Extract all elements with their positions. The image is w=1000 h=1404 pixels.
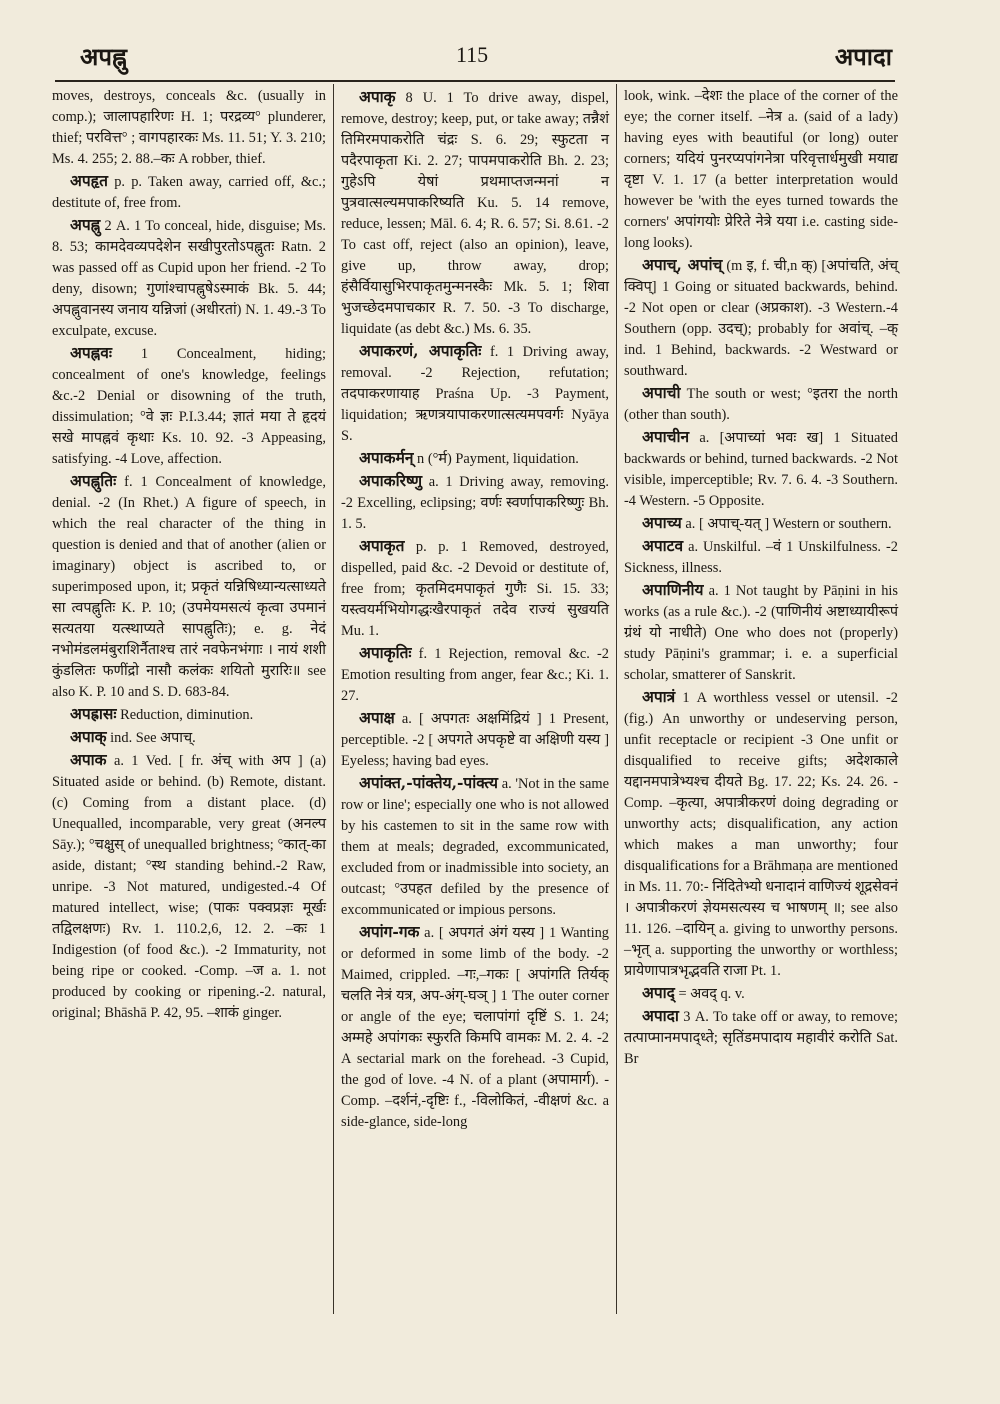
dictionary-entry — [52, 703, 326, 726]
entry-text: The south or west; °इतरा the north (other than south). — [624, 386, 898, 423]
dictionary-entry — [52, 214, 326, 342]
entry-headword: अपह्नुतिः — [70, 471, 117, 490]
entry-text: p. p. 1 Removed, destroyed, dispelled, paid &c. -2 Devoid or destitute of, free from; कृतमिदमपाकृतं गुणैः Si. 15. 33; यस्त्वयर्मभियोगद्धःखैरपाकृतं तदेव राज्यं सुखयति Mu. 1. — [341, 539, 609, 639]
entry-headword: अपाकृतिः — [359, 643, 412, 662]
entry-headword: अपाकर्मन् — [359, 448, 414, 467]
entry-text: 3 A. To take off or away, to remove; तत्पाप्मानमपाद्ध्ते; सृतिंडमपादाय महावीरं करोति Sat. Br — [624, 1009, 898, 1067]
dictionary-entry — [52, 470, 326, 703]
page-number: 115 — [456, 42, 489, 67]
entry-text: a. [ अपगतः अक्षमिंद्रियं ] 1 Present, perceptible. -2 [ अपगते अपकृष्टे वा अक्षिणी यस्य ] Eyeless; having bad eyes. — [341, 711, 609, 769]
entry-headword: अपाकृ — [359, 87, 396, 106]
entry-headword: अपादा — [642, 1006, 679, 1025]
entry-text: look, wink. –देशः the place of the corner of the eye; the corner itself. –नेत्र a. (said of a lady) having eyes with beautiful (or long) outer corners; यदियं पुनरप्यपांगनेत्रा परिवृत्तार्धमुखी मयाद्य दृष्टा V. 1. 17 (a better interpretation would however be 'with the eyes turned towards the corners' अपांगयोः प्रेरिते नेत्रे यया i.e. casting side-long looks). — [624, 88, 898, 251]
dictionary-entry — [624, 426, 898, 512]
entry-headword: अपात्रं — [642, 687, 676, 706]
dictionary-entry — [341, 535, 609, 642]
dictionary-entry — [624, 512, 898, 535]
column-left — [52, 86, 326, 1024]
entry-text: a. 1 Not taught by Pāṇini in his works (as a rule &c.). -2 (पाणिनीयं अष्टाध्यायीरूपं ग्रंथं यो नाधीते) One who does not (properly) study Pāṇini's grammar; i. e. a superficial scholar, smatterer of Sanskrit. — [624, 583, 898, 683]
entry-headword: अपाकरिष्णु — [359, 471, 423, 490]
entry-headword: अपह्नु — [70, 215, 101, 234]
entry-text: a. 'Not in the same row or line'; especially one who is not allowed by his castemen to sit in the same row with them at meals; degraded, excommunicated, excluded from or inadmissible into society, an outcast; °उपहत defiled by the presence of excommunicated or impious persons. — [341, 776, 609, 918]
entry-text: Reduction, diminution. — [116, 707, 254, 723]
dictionary-entry — [52, 726, 326, 749]
column-divider — [333, 84, 334, 1314]
entry-text: a. Unskilful. –वं 1 Unskilfulness. -2 Sickness, illness. — [624, 539, 898, 576]
entry-text: a. [अपाच्यां भवः ख] 1 Situated backwards or behind, turned backwards. -2 Not visible, imperceptible; Rv. 7. 6. 4. -3 Southern. -4 Western. -5 Opposite. — [624, 430, 898, 509]
entry-text: a. 1 Ved. [ fr. अंच् with अप ] (a) Situated aside or behind. (b) Remote, distant. (c) Coming from a distant place. (d) Unequalled, incomparable, very great (अनल्प Sāy.); °चक्षुस् of unequalled brightness; °कात्-का aside, distant; °स्थ standing behind.-2 Raw, unripe. -3 Not matured, undigested.-4 Of matured intellect, wise; (पाकः पक्वप्रज्ञः मूर्खः तद्विलक्षणः) Rv. 1. 110.2,6, 12. 2. –कः 1 Indigestion (of food &c.). -2 Immaturity, not being ripe or cooked. -Comp. –ज a. 1. not produced by cooking or ripening.-2. natural, original; Bhāshā P. 42, 95. –शाकं ginger. — [52, 753, 326, 1021]
entry-text: a. 1 Driving away, removing. -2 Excelling, eclipsing; वर्णः स्वर्णापाकरिष्णुः Bh. 1. 5. — [341, 474, 609, 532]
entry-headword: अपह्नवः — [70, 343, 113, 362]
dictionary-entry — [341, 447, 609, 470]
dictionary-entry — [624, 982, 898, 1005]
dictionary-entry — [624, 686, 898, 982]
entry-headword: अपाटव — [642, 536, 684, 555]
dictionary-entry — [624, 86, 898, 254]
entry-text: 8 U. 1 To drive away, dispel, remove, destroy; keep, put, or take away; तन्नैशं तिमिरमपाकरोति चंद्रः S. 6. 29; स्फुटता न पदैरपाकृता Ki. 2. 27; पापमपाकरोति Bh. 2. 23; गुहेऽपि येषां प्रथमाप्तजन्मनां न पुत्रवात्सल्यमपाकरिष्यति Ku. 5. 14 remove, reduce, lessen; Māl. 6. 4; R. 6. 57; Si. 8.61. -2 To cast off, reject (also an opinion), leave, give up, throw away, drop; हंसैर्वियासुभिरपाकृतमुन्मनस्कैः Mk. 5. 1; शिवा भुजच्छेदमपाचकार R. 7. 50. -3 To discharge, liquidate (as debt &c.) Ms. 6. 35. — [341, 90, 609, 337]
header-left-word: अपह्नु — [80, 42, 127, 71]
entry-headword: अपांक्त,-पांक्तेय,-पांक्त्य — [359, 773, 499, 792]
entry-text: ind. See अपाच्. — [106, 730, 196, 746]
dictionary-entry — [341, 642, 609, 707]
entry-headword: अपह्रासः — [70, 704, 117, 723]
dictionary-entry — [624, 535, 898, 579]
entry-text: n (°र्म) Payment, liquidation. — [413, 451, 579, 467]
entry-headword: अपाद् — [642, 983, 675, 1002]
entry-text: f. 1 Concealment of knowledge, denial. -2 (In Rhet.) A figure of speech, in which the real character of the thing in question is denied and that of another (alien or imaginary) object is ascribed to, or superimposed upon, it; प्रकृतं यन्निषिध्यान्यत्साध्यते सा त्वपह्नुतिः K. P. 10; (उपमेयमसत्यं कृत्वा उपमानं सत्यतया यत्स्थाप्यते सापह्नुतिः); e. g. नेदं नभोमंडलमंबुराशिर्नैताश्च तारं नवफेनभंगाः । नायं शशी कुंडलितः फणींद्रो नासौ कलंकः शयितो मुरारिः॥ see also K. P. 10 and S. D. 683-84. — [52, 474, 326, 700]
entry-headword: अपाक् — [70, 727, 107, 746]
entry-text: moves, destroys, conceals &c. (usually in comp.); जालापहारिणः H. 1; परद्रव्य° plunderer, thief; परवित्त° ; वागपहारकः Ms. 11. 51; Y. 3. 210; Ms. 4. 255; 2. 88.–कः A robber, thief. — [52, 88, 326, 167]
header-rule — [55, 80, 895, 82]
dictionary-entry — [341, 470, 609, 535]
entry-text: (m इ, f. ची,n क्) [अपांचति, अंच् क्विप्] 1 Going or situated backwards, behind. -2 Not open or clear (अप्रकाश). -3 Western.-4 Southern (opp. उदच्); probably for अवांच्. –क् ind. 1 Behind, backwards. -2 Westward or southward. — [624, 258, 898, 379]
entry-text: a. [ अपाच्-यत् ] Western or southern. — [681, 516, 892, 532]
entry-text: 1 Concealment, hiding; concealment of one's knowledge, feelings &c.-2 Denial or disowning of the truth, dissimulation; °वे ज्ञः P.I.3.44; ज्ञातं मया ते हृदयं सखे मापह्नवं कृथाः Ks. 10. 92. -3 Appeasing, satisfying. -4 Love, affection. — [52, 346, 326, 467]
entry-headword: अपाक — [70, 750, 107, 769]
header-right-word: अपादा — [834, 42, 892, 71]
running-header — [52, 38, 892, 78]
column-middle — [341, 86, 609, 1133]
column-right — [624, 86, 898, 1070]
dictionary-entry — [624, 382, 898, 426]
dictionary-entry — [52, 749, 326, 1024]
entry-text: 1 A worthless vessel or utensil. -2 (fig.) An unworthy or undeserving person, unfit receptacle or recipient -3 One unfit or disqualified to receive gifts; अदेशकाले यद्दानमपात्रेभ्यश्च दीयते Bg. 17. 22; Ks. 24. 26. -Comp. –कृत्या, अपात्रीकरणं doing degrading or unworthy acts; disqualification, any action which makes a man unworthy; four disqualifications for a Brāhmaṇa are mentioned in Ms. 11. 70:- निंदितेभ्यो धनादानं वाणिज्यं शूद्रसेवनं । अपात्रीकरणं ज्ञेयमसत्यस्य च भाषणम् ॥; see also 11. 126. –दायिन् a. giving to unworthy persons. –भृत् a. supporting the unworthy or worthless; प्रायेणापात्रभृद्भवति राजा Pt. 1. — [624, 690, 898, 979]
entry-headword: अपाकरणं, अपाकृतिः — [359, 341, 482, 360]
entry-headword: अपाचीन — [642, 427, 690, 446]
dictionary-entry — [624, 1005, 898, 1070]
dictionary-entry — [341, 86, 609, 340]
column-divider — [616, 84, 617, 1314]
entry-headword: अपाच्, अपांच् — [642, 255, 723, 274]
dictionary-entry — [624, 254, 898, 382]
entry-headword: अपांग-गक — [359, 922, 420, 941]
entry-text: 2 A. 1 To conceal, hide, disguise; Ms. 8. 53; कामदेवव्यपदेशेन सखीपुरतोऽपह्नुतः Ratn. 2 was passed off as Cupid upon her friend. -2 To deny, disown; गुणांश्चापह्नुषेऽस्माकं Bk. 5. 44; अपह्नुवानस्य जनाय यन्निजां (अधीरतां) N. 1. 49.-3 To exculpate, excuse. — [52, 218, 326, 339]
dictionary-entry — [341, 340, 609, 447]
dictionary-entry — [52, 170, 326, 214]
dictionary-entry — [341, 921, 609, 1133]
dictionary-entry — [341, 772, 609, 921]
dictionary-entry — [624, 579, 898, 686]
entry-text: p. p. Taken away, carried off, &c.; destitute of, free from. — [52, 174, 326, 211]
entry-text: = अवद् q. v. — [674, 986, 745, 1002]
entry-headword: अपहृत — [70, 171, 109, 190]
dictionary-entry — [52, 342, 326, 470]
entry-text: f. 1 Rejection, removal &c. -2 Emotion resulting from anger, fear &c.; Ki. 1. 27. — [341, 646, 609, 704]
dictionary-entry — [341, 707, 609, 772]
entry-headword: अपाच्य — [642, 513, 682, 532]
dictionary-entry — [52, 86, 326, 170]
entry-headword: अपाची — [642, 383, 681, 402]
entry-text: a. [ अपगतं अंगं यस्य ] 1 Wanting or deformed in some limb of the body. -2 Maimed, crippled. –गः,–गकः [ अपांगति तिर्यक् चलति नेत्रं यत्र, अप-अंग्-घञ् ] 1 The outer corner or angle of the eye; चलापांगां दृष्टिं S. 1. 24; अम्महे अपांगकः स्फुरति किमपि वामकः M. 2. 4. -2 A sectarial mark on the forehead. -3 Cupid, the god of love. -4 N. of a plant (अपामार्ग). -Comp. –दर्शनं,-दृष्टिः f., -विलोकितं, -वीक्षणं &c. a side-glance, side-long — [341, 925, 609, 1130]
entry-text: f. 1 Driving away, removal. -2 Rejection, refutation; तदपाकरणायाह Praśna Up. -3 Payment, liquidation; ऋणत्रयापाकरणात्सत्यमपवर्गः Nyāya S. — [341, 344, 609, 444]
entry-headword: अपाकृत — [359, 536, 405, 555]
entry-headword: अपाणिनीय — [642, 580, 704, 599]
entry-headword: अपाक्ष — [359, 708, 395, 727]
